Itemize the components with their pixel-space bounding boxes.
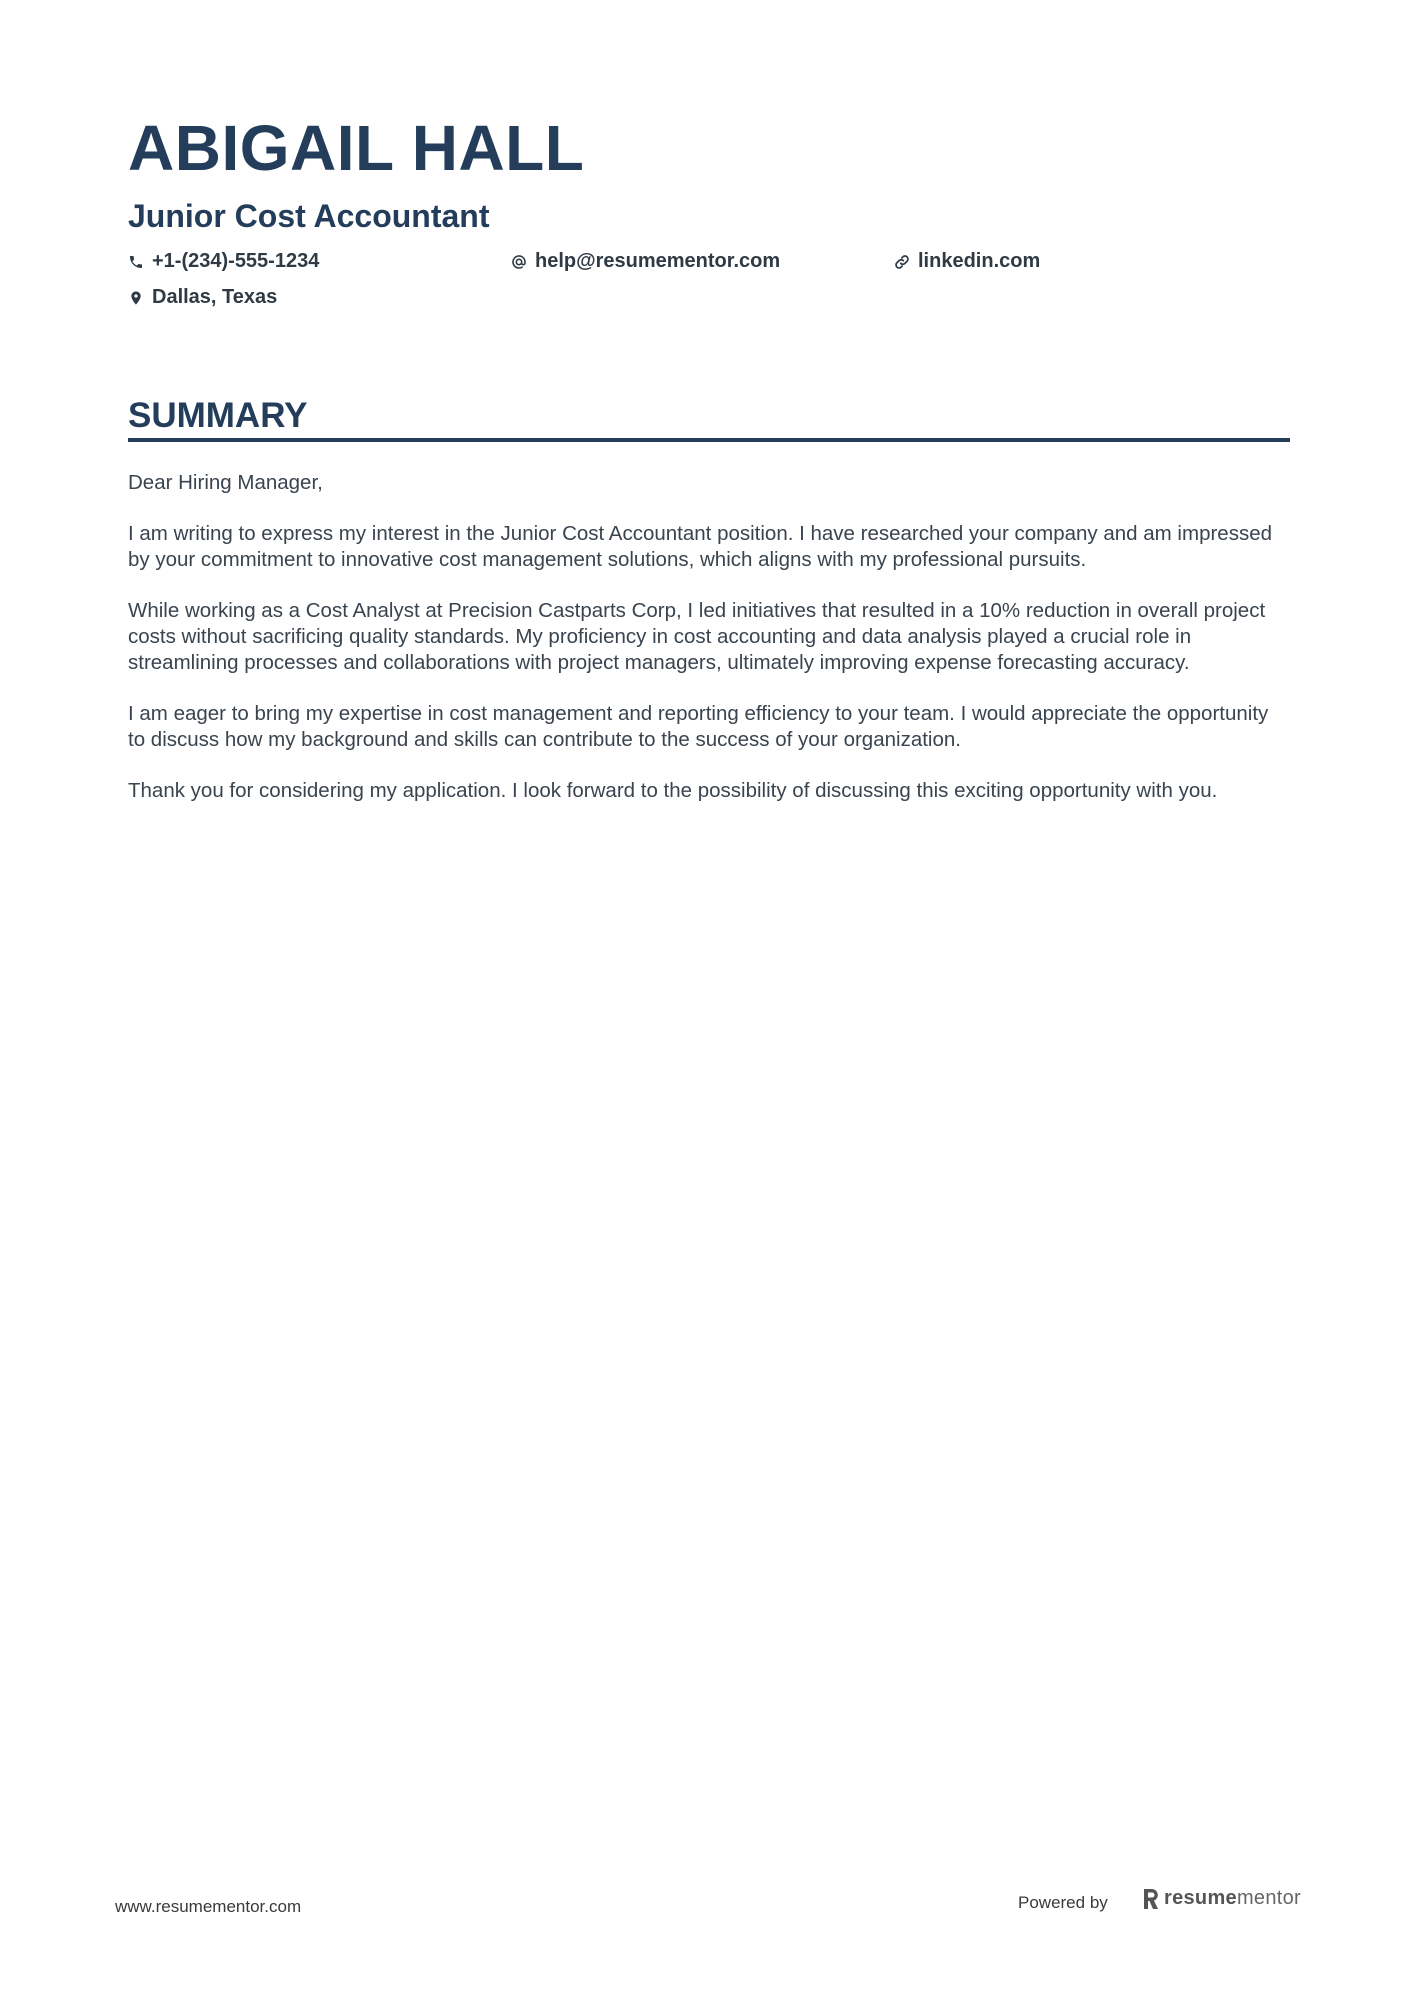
contact-location [128, 286, 277, 309]
email-text: help@resumementor.com [535, 250, 781, 272]
footer-brand-logo[interactable] [1142, 1887, 1301, 1910]
candidate-name: ABIGAIL HALL [128, 112, 585, 184]
resume-page [128, 108, 1290, 829]
linkedin-text: linkedin.com [918, 250, 1041, 272]
contact-phone[interactable] [128, 250, 319, 273]
paragraph-closing: Thank you for considering my application. I look forward to the possibility of discussing this exciting opportunity with you. [128, 779, 1218, 802]
paragraph-greeting: Dear Hiring Manager, [128, 471, 323, 494]
summary-heading: SUMMARY [128, 396, 1290, 442]
brand-light: mentor [1236, 1887, 1301, 1909]
phone-icon [128, 254, 144, 270]
location-pin-icon [128, 290, 144, 306]
at-icon [511, 254, 527, 270]
phone-text: +1-(234)-555-1234 [152, 250, 320, 272]
contact-list [128, 242, 1290, 318]
resumementor-logo-icon [1142, 1888, 1160, 1910]
paragraph: I am writing to express my interest in the Junior Cost Accountant position. I have researched your company and am impressed by your commitment to innovative cost management solutions, which aligns with my professional pursuits. [128, 522, 1272, 571]
job-title: Junior Cost Accountant [128, 198, 490, 234]
footer-powered-by: Powered by [1018, 1893, 1108, 1912]
footer-website-link[interactable]: www.resumementor.com [115, 1897, 302, 1916]
brand-bold: resume [1164, 1887, 1237, 1909]
link-icon [894, 254, 910, 270]
summary-body [128, 470, 1290, 804]
location-text: Dallas, Texas [152, 286, 278, 308]
contact-linkedin[interactable] [894, 250, 1040, 273]
paragraph: While working as a Cost Analyst at Precision Castparts Corp, I led initiatives that resulted in a 10% reduction in overall project costs without sacrificing quality standards. My proficiency in cost accounting and data analysis played a crucial role in streamlining processes and collaborations with project managers, ultimately improving expense forecasting accuracy. [128, 599, 1266, 674]
paragraph: I am eager to bring my expertise in cost management and reporting efficiency to your team. I would appreciate the opportunity to discuss how my background and skills can contribute to the success of your organization. [128, 702, 1269, 751]
contact-email[interactable] [511, 250, 780, 273]
brand-wordmark [1164, 1887, 1301, 1910]
